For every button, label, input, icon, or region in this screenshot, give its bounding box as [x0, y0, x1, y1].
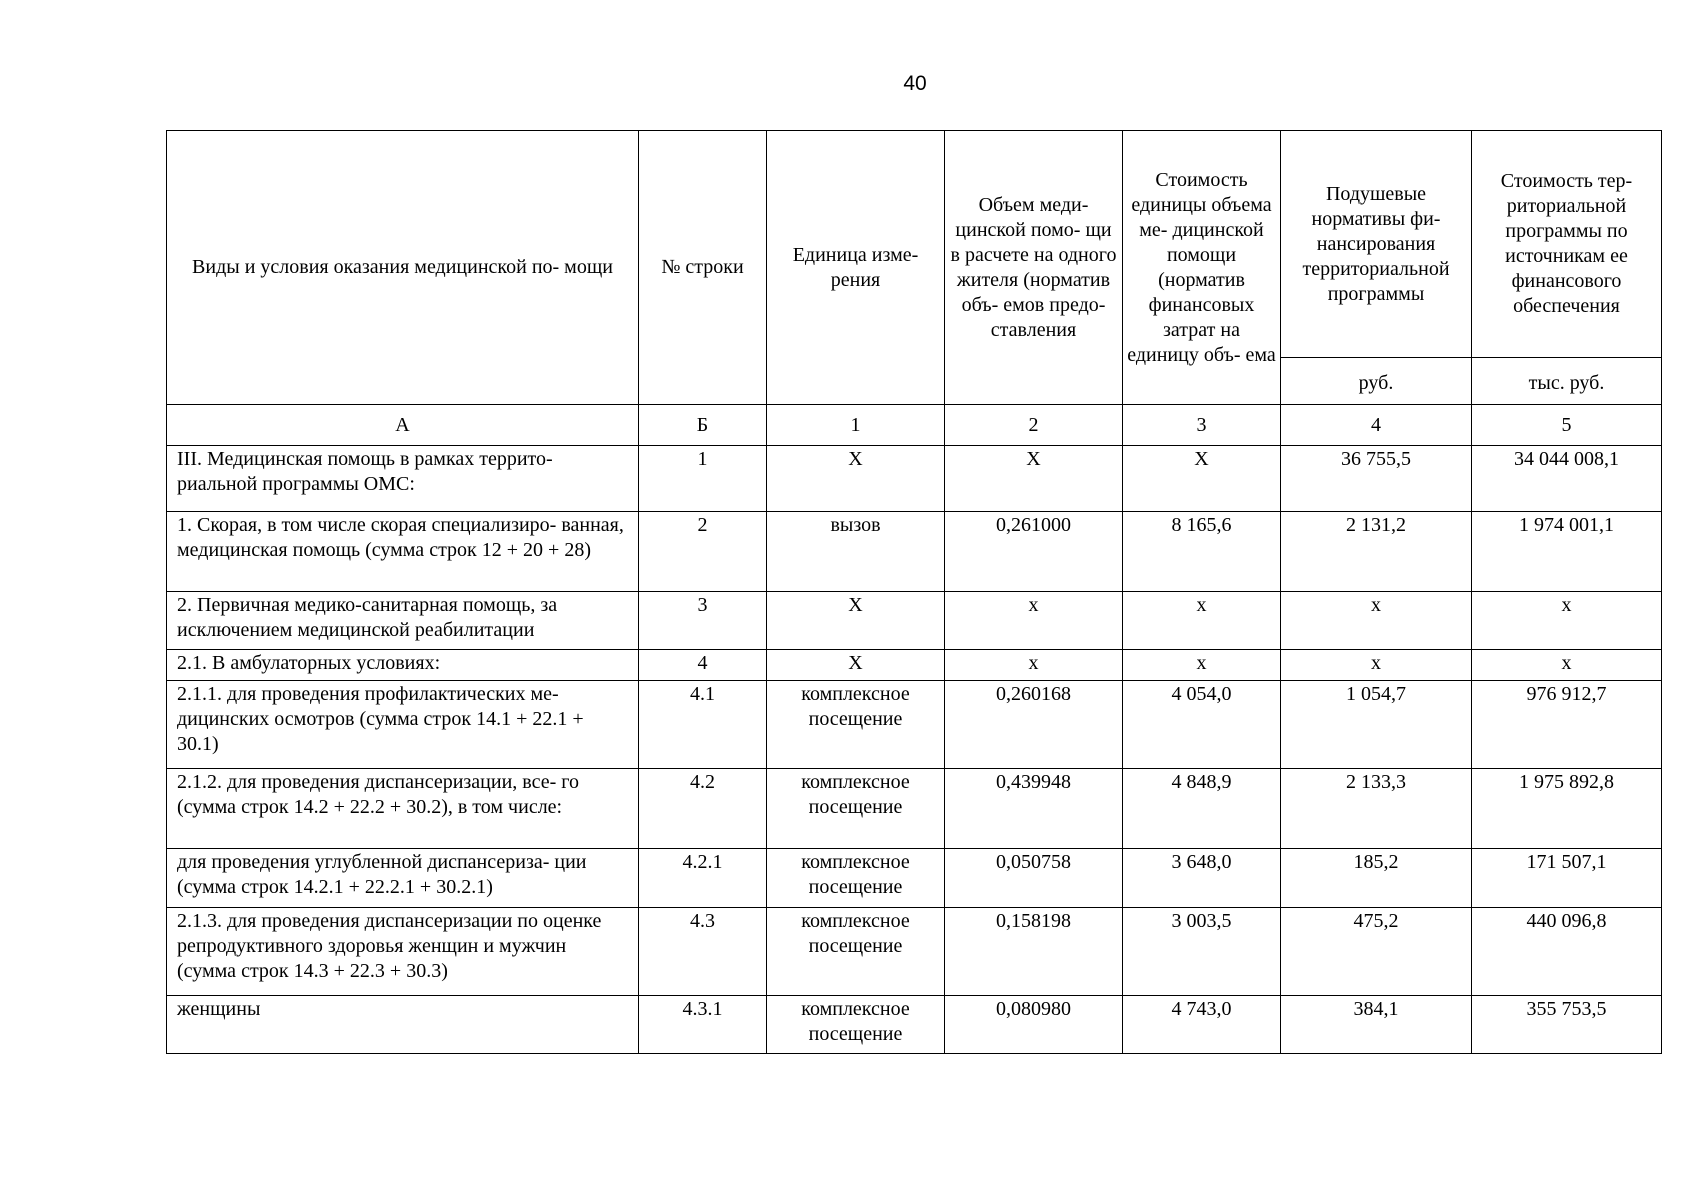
row-total: х: [1472, 650, 1662, 681]
row-per-capita: х: [1281, 592, 1472, 650]
table-row: [167, 849, 1662, 908]
row-total: х: [1472, 592, 1662, 650]
row-unit: Х: [767, 650, 945, 681]
row-total: 1 974 001,1: [1472, 512, 1662, 592]
row-unit: Х: [767, 446, 945, 512]
row-cost: 4 848,9: [1123, 769, 1281, 849]
row-cost: 8 165,6: [1123, 512, 1281, 592]
row-cost: 4 054,0: [1123, 681, 1281, 769]
row-unit: комплексное посещение: [767, 849, 945, 908]
header-col-1: Единица изме- рения: [767, 131, 945, 405]
header-col-5: Стоимость тер- риториальной программы по источникам ее финансового обеспечения: [1472, 131, 1662, 358]
row-name: 2.1.1. для проведения профилактических ме- дицинских осмотров (сумма строк 14.1 + 22.1 + 30.1): [167, 681, 639, 769]
table-row: [167, 681, 1662, 769]
row-cost: 4 743,0: [1123, 996, 1281, 1054]
row-volume: х: [945, 592, 1123, 650]
row-number: 4.3: [639, 908, 767, 996]
row-unit: комплексное посещение: [767, 681, 945, 769]
table-header: [167, 131, 1662, 405]
row-name: женщины: [167, 996, 639, 1054]
row-total: 34 044 008,1: [1472, 446, 1662, 512]
row-per-capita: х: [1281, 650, 1472, 681]
header-col-2: Объем меди- цинской помо- щи в расчете на одного жителя (норматив объ- емов предо- ставления: [945, 131, 1123, 405]
row-cost: х: [1123, 592, 1281, 650]
row-per-capita: 2 133,3: [1281, 769, 1472, 849]
row-per-capita: 36 755,5: [1281, 446, 1472, 512]
data-table: [166, 130, 1662, 1054]
header-col-4: Подушевые нормативы фи- нансирования территориальной программы: [1281, 131, 1472, 358]
row-number: 1: [639, 446, 767, 512]
row-number: 4.3.1: [639, 996, 767, 1054]
row-cost: Х: [1123, 446, 1281, 512]
page-number: 40: [903, 72, 927, 95]
row-total: 171 507,1: [1472, 849, 1662, 908]
column-letters-row: [167, 405, 1662, 446]
row-unit: комплексное посещение: [767, 908, 945, 996]
row-number: 2: [639, 512, 767, 592]
header-col-a: Виды и условия оказания медицинской по- мощи: [167, 131, 639, 405]
letter-cell: 5: [1472, 405, 1662, 446]
header-col-3: Стоимость единицы объема ме- дицинской помощи (норматив финансовых затрат на единицу объ- ема: [1123, 131, 1281, 405]
row-unit: Х: [767, 592, 945, 650]
row-volume: 0,261000: [945, 512, 1123, 592]
row-number: 4: [639, 650, 767, 681]
row-total: 440 096,8: [1472, 908, 1662, 996]
row-volume: 0,158198: [945, 908, 1123, 996]
table-row: [167, 769, 1662, 849]
row-number: 4.2.1: [639, 849, 767, 908]
table-row: [167, 512, 1662, 592]
letter-cell: Б: [639, 405, 767, 446]
table-row: [167, 650, 1662, 681]
letter-cell: 3: [1123, 405, 1281, 446]
row-cost: 3 003,5: [1123, 908, 1281, 996]
row-name: III. Медицинская помощь в рамках террито- риальной программы ОМС:: [167, 446, 639, 512]
row-total: 1 975 892,8: [1472, 769, 1662, 849]
table-row: [167, 996, 1662, 1054]
row-unit: вызов: [767, 512, 945, 592]
row-volume: 0,050758: [945, 849, 1123, 908]
letter-cell: 4: [1281, 405, 1472, 446]
row-name: 1. Скорая, в том числе скорая специализиро- ванная, медицинская помощь (сумма строк 12 + 20 + 28): [167, 512, 639, 592]
letter-cell: 1: [767, 405, 945, 446]
row-name: 2. Первичная медико-санитарная помощь, за исключением медицинской реабилитации: [167, 592, 639, 650]
row-volume: Х: [945, 446, 1123, 512]
row-name: 2.1.2. для проведения диспансеризации, все- го (сумма строк 14.2 + 22.2 + 30.2), в том числе:: [167, 769, 639, 849]
row-number: 4.2: [639, 769, 767, 849]
row-cost: х: [1123, 650, 1281, 681]
header-col-b: № строки: [639, 131, 767, 405]
row-per-capita: 475,2: [1281, 908, 1472, 996]
row-unit: комплексное посещение: [767, 769, 945, 849]
row-volume: 0,260168: [945, 681, 1123, 769]
letter-cell: А: [167, 405, 639, 446]
row-name: 2.1.3. для проведения диспансеризации по оценке репродуктивного здоровья женщин и мужчин (сумма строк 14.3 + 22.3 + 30.3): [167, 908, 639, 996]
row-unit: комплексное посещение: [767, 996, 945, 1054]
row-total: 355 753,5: [1472, 996, 1662, 1054]
row-volume: 0,080980: [945, 996, 1123, 1054]
row-volume: 0,439948: [945, 769, 1123, 849]
row-number: 4.1: [639, 681, 767, 769]
header-unit-4: руб.: [1281, 358, 1472, 405]
letter-cell: 2: [945, 405, 1123, 446]
row-name: 2.1. В амбулаторных условиях:: [167, 650, 639, 681]
row-volume: х: [945, 650, 1123, 681]
row-per-capita: 1 054,7: [1281, 681, 1472, 769]
row-number: 3: [639, 592, 767, 650]
row-total: 976 912,7: [1472, 681, 1662, 769]
row-per-capita: 384,1: [1281, 996, 1472, 1054]
row-name: для проведения углубленной диспансериза- ции (сумма строк 14.2.1 + 22.2.1 + 30.2.1): [167, 849, 639, 908]
row-cost: 3 648,0: [1123, 849, 1281, 908]
header-unit-5: тыс. руб.: [1472, 358, 1662, 405]
table-row: [167, 908, 1662, 996]
row-per-capita: 185,2: [1281, 849, 1472, 908]
table-row: [167, 446, 1662, 512]
table-row: [167, 592, 1662, 650]
row-per-capita: 2 131,2: [1281, 512, 1472, 592]
